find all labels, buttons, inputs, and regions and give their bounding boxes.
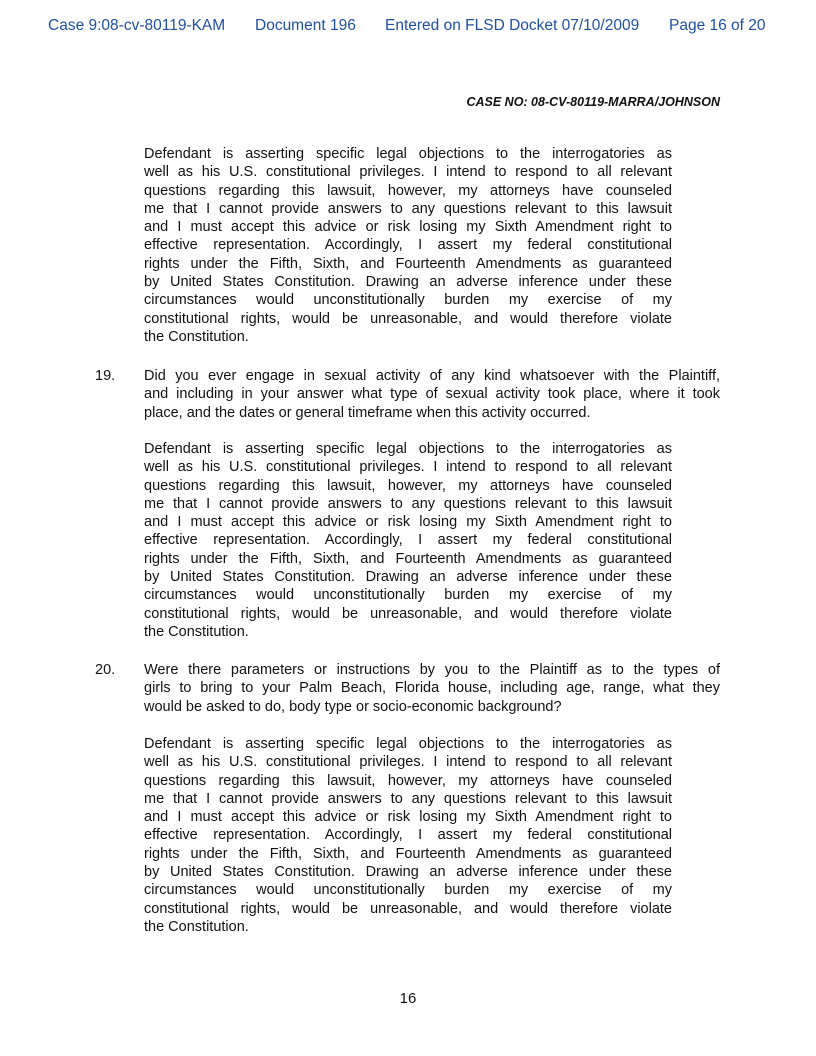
response-line: circumstances would unconstitutionally burden my exercise of my bbox=[144, 587, 672, 604]
response-line: effective representation. Accordingly, I assert my federal constitutional bbox=[144, 532, 672, 549]
response-line: constitutional rights, would be unreasonable, and would therefore violate bbox=[144, 605, 672, 622]
response-line: questions regarding this lawsuit, however, my attorneys have counseled bbox=[144, 772, 672, 789]
question-line: girls to bring to your Palm Beach, Florida house, including age, range, what they bbox=[144, 680, 720, 697]
ecf-docket-entry: Entered on FLSD Docket 07/10/2009 bbox=[385, 17, 640, 34]
response-line: by United States Constitution. Drawing an adverse inference under these bbox=[144, 864, 672, 881]
interrogatory-19-question bbox=[144, 367, 720, 422]
response-line: effective representation. Accordingly, I assert my federal constitutional bbox=[144, 827, 672, 844]
ecf-case-number: Case 9:08-cv-80119-KAM bbox=[48, 17, 226, 34]
ecf-page-count: Page 16 of 20 bbox=[669, 17, 766, 34]
response-line: well as his U.S. constitutional privileges. I intend to respond to all relevant bbox=[144, 459, 672, 476]
response-line: rights under the Fifth, Sixth, and Fourteenth Amendments as guaranteed bbox=[144, 845, 672, 862]
response-line: and I must accept this advice or risk losing my Sixth Amendment right to bbox=[144, 514, 672, 531]
response-line: by United States Constitution. Drawing an adverse inference under these bbox=[144, 274, 672, 291]
response-line: Defendant is asserting specific legal objections to the interrogatories as bbox=[144, 736, 672, 752]
response-line: me that I cannot provide answers to any questions relevant to this lawsuit bbox=[144, 495, 672, 512]
response-line: circumstances would unconstitutionally burden my exercise of my bbox=[144, 292, 672, 309]
response-line: and I must accept this advice or risk losing my Sixth Amendment right to bbox=[144, 809, 672, 826]
response-line: Defendant is asserting specific legal objections to the interrogatories as bbox=[144, 441, 672, 457]
interrogatory-20-response bbox=[144, 735, 672, 936]
interrogatory-20-question bbox=[144, 661, 720, 716]
interrogatory-19-response bbox=[144, 440, 672, 641]
response-line: me that I cannot provide answers to any questions relevant to this lawsuit bbox=[144, 200, 672, 217]
response-line: the Constitution. bbox=[144, 328, 249, 345]
question-line: place, and the dates or general timeframe when this activity occurred. bbox=[144, 404, 591, 421]
response-line: by United States Constitution. Drawing an adverse inference under these bbox=[144, 569, 672, 586]
response-line: effective representation. Accordingly, I assert my federal constitutional bbox=[144, 237, 672, 254]
page-number: 16 bbox=[399, 990, 417, 1007]
response-line: questions regarding this lawsuit, however, my attorneys have counseled bbox=[144, 182, 672, 199]
response-line: circumstances would unconstitutionally burden my exercise of my bbox=[144, 882, 672, 899]
interrogatory-number: 19. bbox=[95, 368, 116, 384]
response-line: questions regarding this lawsuit, however, my attorneys have counseled bbox=[144, 477, 672, 494]
response-line: the Constitution. bbox=[144, 623, 249, 640]
response-line: me that I cannot provide answers to any questions relevant to this lawsuit bbox=[144, 790, 672, 807]
question-line: Did you ever engage in sexual activity of any kind whatsoever with the Plaintiff, bbox=[144, 368, 720, 384]
response-line: constitutional rights, would be unreasonable, and would therefore violate bbox=[144, 900, 672, 917]
question-line: Were there parameters or instructions by you to the Plaintiff as to the types of bbox=[144, 662, 720, 678]
response-line: rights under the Fifth, Sixth, and Fourteenth Amendments as guaranteed bbox=[144, 255, 672, 272]
response-line: the Constitution. bbox=[144, 918, 249, 935]
ecf-header bbox=[0, 17, 816, 37]
interrogatory-number: 20. bbox=[95, 662, 116, 678]
response-paragraph-continued bbox=[144, 145, 672, 346]
ecf-document-number: Document 196 bbox=[255, 17, 356, 34]
response-line: Defendant is asserting specific legal objections to the interrogatories as bbox=[144, 146, 672, 162]
response-line: constitutional rights, would be unreasonable, and would therefore violate bbox=[144, 310, 672, 327]
question-line: would be asked to do, body type or socio-economic background? bbox=[144, 698, 562, 715]
response-line: rights under the Fifth, Sixth, and Fourteenth Amendments as guaranteed bbox=[144, 550, 672, 567]
response-line: well as his U.S. constitutional privileges. I intend to respond to all relevant bbox=[144, 754, 672, 771]
response-line: well as his U.S. constitutional privileges. I intend to respond to all relevant bbox=[144, 164, 672, 181]
question-line: and including in your answer what type of sexual activity took place, where it took bbox=[144, 386, 720, 403]
case-number-heading: CASE NO: 08-CV-80119-MARRA/JOHNSON bbox=[466, 95, 720, 109]
response-line: and I must accept this advice or risk losing my Sixth Amendment right to bbox=[144, 219, 672, 236]
